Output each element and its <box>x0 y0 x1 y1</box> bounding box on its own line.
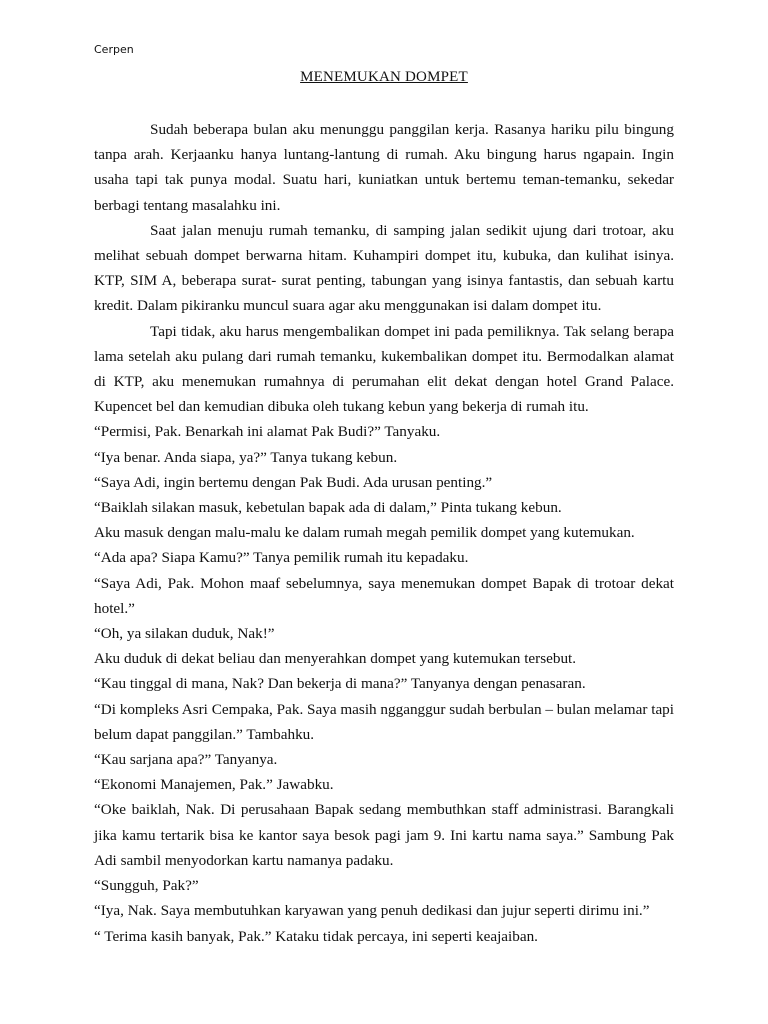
paragraph: Saat jalan menuju rumah temanku, di samping jalan sedikit ujung dari trotoar, aku melihat sebuah dompet berwarna hitam. Kuhampiri dompet itu, kubuka, dan kulihat isinya. KTP, SIM A, beberapa surat- surat penting, tabungan yang isinya fantastis, dan sebuah kartu kredit. Dalam pikiranku muncul suara agar aku menggunakan isi dalam dompet itu. <box>94 221 674 315</box>
dialogue-line: “Kau tinggal di mana, Nak? Dan bekerja di mana?” Tanyanya dengan penasaran. <box>94 675 586 693</box>
header-label: Cerpen <box>94 43 134 56</box>
dialogue-line: “Permisi, Pak. Benarkah ini alamat Pak Budi?” Tanyaku. <box>94 423 441 441</box>
dialogue-line: “Oh, ya silakan duduk, Nak!” <box>94 625 275 643</box>
dialogue-line: “Iya, Nak. Saya membutuhkan karyawan yang penuh dedikasi dan jujur seperti dirimu ini.” <box>94 902 650 920</box>
narration-line: Aku masuk dengan malu-malu ke dalam rumah megah pemilik dompet yang kutemukan. <box>94 524 635 542</box>
paragraph: Sudah beberapa bulan aku menunggu panggilan kerja. Rasanya hariku pilu bingung tanpa arah. Kerjaanku hanya luntang-lantung di rumah. Aku bingung harus ngapain. Ingin usaha tapi tak punya modal. Suatu hari, kuniatkan untuk bertemu teman-temanku, sekedar berbagi tentang masalahku ini. <box>94 121 674 214</box>
story-body <box>94 117 674 949</box>
dialogue-line: “Sungguh, Pak?” <box>94 877 199 895</box>
dialogue-line: “Saya Adi, ingin bertemu dengan Pak Budi. Ada urusan penting.” <box>94 473 493 491</box>
dialogue-line: “Ada apa? Siapa Kamu?” Tanya pemilik rumah itu kepadaku. <box>94 549 469 567</box>
paragraph: Tapi tidak, aku harus mengembalikan dompet ini pada pemiliknya. Tak selang berapa lama setelah aku pulang dari rumah temanku, kukembalikan dompet itu. Bermodalkan alamat di KTP, aku menemukan rumahnya di perumahan elit dekat dengan hotel Grand Palace. Kupencet bel dan kemudian dibuka oleh tukang kebun yang bekerja di rumah itu. <box>94 322 674 416</box>
dialogue-line: “Kau sarjana apa?” Tanyanya. <box>94 751 278 769</box>
narration-line: Aku duduk di dekat beliau dan menyerahkan dompet yang kutemukan tersebut. <box>94 650 577 668</box>
dialogue-line: “Oke baiklah, Nak. Di perusahaan Bapak sedang membuthkan staff administrasi. Barangkali jika kamu tertarik bisa ke kantor saya besok pagi jam 9. Ini kartu nama saya.” Sambung Pak Adi sambil menyodorkan kartu namanya padaku. <box>94 801 674 869</box>
dialogue-line: “Di kompleks Asri Cempaka, Pak. Saya masih ngganggur sudah berbulan – bulan melamar tapi belum dapat panggilan.” Tambahku. <box>94 700 674 743</box>
dialogue-line: “Ekonomi Manajemen, Pak.” Jawabku. <box>94 776 334 794</box>
dialogue-line: “ Terima kasih banyak, Pak.” Kataku tidak percaya, ini seperti keajaiban. <box>94 927 538 945</box>
dialogue-line: “Baiklah silakan masuk, kebetulan bapak ada di dalam,” Pinta tukang kebun. <box>94 499 562 517</box>
story-title: MENEMUKAN DOMPET <box>300 69 468 85</box>
dialogue-line: “Iya benar. Anda siapa, ya?” Tanya tukang kebun. <box>94 448 398 466</box>
dialogue-line: “Saya Adi, Pak. Mohon maaf sebelumnya, saya menemukan dompet Bapak di trotoar dekat hotel.” <box>94 574 674 617</box>
